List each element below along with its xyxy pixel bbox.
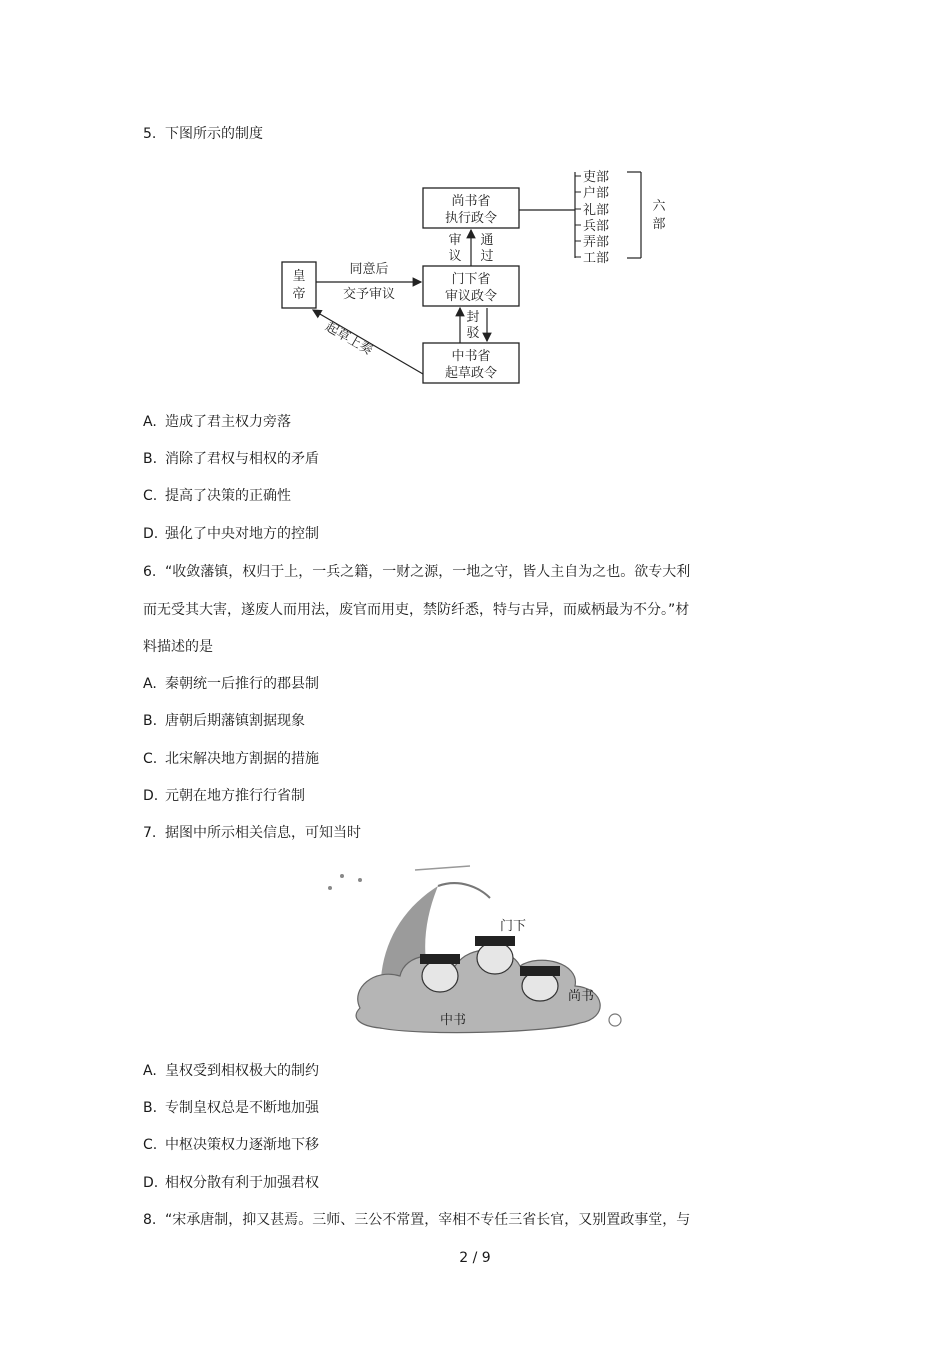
pass-label-2: 过: [480, 249, 494, 264]
option-label: D.: [143, 1175, 159, 1191]
q7-option-b: [143, 1098, 319, 1118]
option-text: 唐朝后期藩镇割据现象: [165, 713, 305, 729]
option-label: B.: [143, 451, 158, 467]
ministry-xing: 弄部: [583, 235, 610, 250]
option-text: 相权分散有利于加强君权: [165, 1175, 319, 1191]
q7-number: 7.: [143, 825, 157, 841]
review-label-2: 议: [448, 249, 462, 264]
emperor-label-2: 帝: [292, 287, 306, 302]
option-text: 北宋解决地方割据的措施: [165, 751, 319, 767]
option-label: B.: [143, 713, 158, 729]
option-text: 秦朝统一后推行的郡县制: [165, 676, 319, 692]
option-text: 专制皇权总是不断地加强: [165, 1100, 319, 1116]
q5-stem: [143, 124, 263, 144]
three-ministers-cartoon: [320, 858, 630, 1040]
option-label: C.: [143, 1137, 158, 1153]
option-label: C.: [143, 488, 158, 504]
q5-number: 5.: [143, 126, 157, 142]
option-text: 中枢决策权力逐渐地下移: [165, 1137, 319, 1153]
q7-option-d: [143, 1173, 319, 1193]
menxia-label-1: 门下省: [451, 272, 491, 287]
emperor-label-1: 皇: [292, 269, 306, 284]
ministry-li-rites: 礼部: [583, 203, 610, 218]
minister-hat-menxia: [475, 936, 515, 946]
submit-label: 起草上奏: [322, 319, 376, 359]
option-text: 强化了中央对地方的控制: [165, 526, 319, 542]
diagram-svg: [275, 160, 675, 390]
zhongshu-label-2: 起草政令: [444, 366, 498, 381]
review-label-1: 审: [448, 233, 462, 248]
page-number: 2 / 9: [459, 1250, 491, 1266]
q6-option-c: [143, 749, 319, 769]
liubu-label-2: 部: [652, 217, 666, 232]
q5-option-c: [143, 486, 291, 506]
q6-stem-line-2: 而无受其大害，遂废人而用法，废官而用吏，禁防纤悉，特与古异，而威柄最为不分。”材: [143, 602, 690, 618]
option-label: A.: [143, 414, 157, 430]
option-label: D.: [143, 788, 159, 804]
cartoon-label-shangshu: 尚书: [568, 989, 595, 1004]
ministry-hu: 户部: [583, 186, 610, 201]
q7-stem: [143, 823, 361, 843]
zhongshu-label-1: 中书省: [451, 349, 491, 364]
option-text: 提高了决策的正确性: [165, 488, 291, 504]
shangshu-label-2: 执行政令: [444, 211, 498, 226]
q8-stem: [143, 1210, 690, 1230]
shangshu-label-1: 尚书省: [451, 194, 491, 209]
q6-stem-line-1: [143, 562, 690, 582]
q8-number: 8.: [143, 1212, 157, 1228]
menxia-label-2: 审议政令: [444, 289, 498, 304]
feng-label-2: 驳: [466, 326, 480, 341]
ministry-gong: 工部: [583, 251, 610, 266]
cartoon-svg: [320, 858, 630, 1040]
q5-option-d: [143, 524, 319, 544]
option-text: 消除了君权与相权的矛盾: [165, 451, 319, 467]
pass-label-1: 通: [480, 233, 494, 248]
q6-stem-line-3: 料描述的是: [143, 639, 213, 655]
agree-label-2: 交予审议: [342, 287, 396, 302]
option-label: C.: [143, 751, 158, 767]
q6-number: 6.: [143, 564, 157, 580]
minister-head-zhongshu: [422, 960, 458, 992]
q5-option-b: [143, 449, 319, 469]
q7-option-c: [143, 1135, 319, 1155]
ministry-li-personnel: 吏部: [583, 170, 610, 185]
q6-option-b: [143, 711, 305, 731]
q5-stem-text: 下图所示的制度: [165, 126, 263, 142]
agree-label-1: 同意后: [349, 262, 389, 277]
option-text: 元朝在地方推行行省制: [165, 788, 305, 804]
cartoon-label-zhongshu: 中书: [440, 1013, 467, 1028]
three-departments-diagram: [275, 160, 675, 390]
option-label: A.: [143, 1063, 157, 1079]
minister-head-menxia: [477, 942, 513, 974]
ministries-list: [575, 169, 609, 266]
option-text: 皇权受到相权极大的制约: [165, 1063, 319, 1079]
q8-stem-text: “宋承唐制，抑又甚焉。三师、三公不常置，宰相不专任三省长官，又别置政事堂，与: [165, 1212, 691, 1228]
cartoon-label-menxia: 门下: [500, 919, 527, 934]
minister-hat-shangshu: [520, 966, 560, 976]
minister-hat-zhongshu: [420, 954, 460, 964]
option-label: D.: [143, 526, 159, 542]
ministry-bing: 兵部: [583, 219, 610, 234]
q6-option-a: [143, 674, 319, 694]
q7-option-a: [143, 1061, 319, 1081]
q5-option-a: [143, 412, 291, 432]
option-label: A.: [143, 676, 157, 692]
q7-stem-text: 据图中所示相关信息，可知当时: [165, 825, 361, 841]
feng-label-1: 封: [466, 310, 480, 325]
q6-option-d: [143, 786, 305, 806]
liubu-label-1: 六: [652, 199, 666, 214]
q6-stem-text-1: “收敛藩镇，权归于上，一兵之籍，一财之源，一地之守，皆人主自为之也。欲专大利: [165, 564, 691, 580]
option-text: 造成了君主权力旁落: [165, 414, 291, 430]
option-label: B.: [143, 1100, 158, 1116]
